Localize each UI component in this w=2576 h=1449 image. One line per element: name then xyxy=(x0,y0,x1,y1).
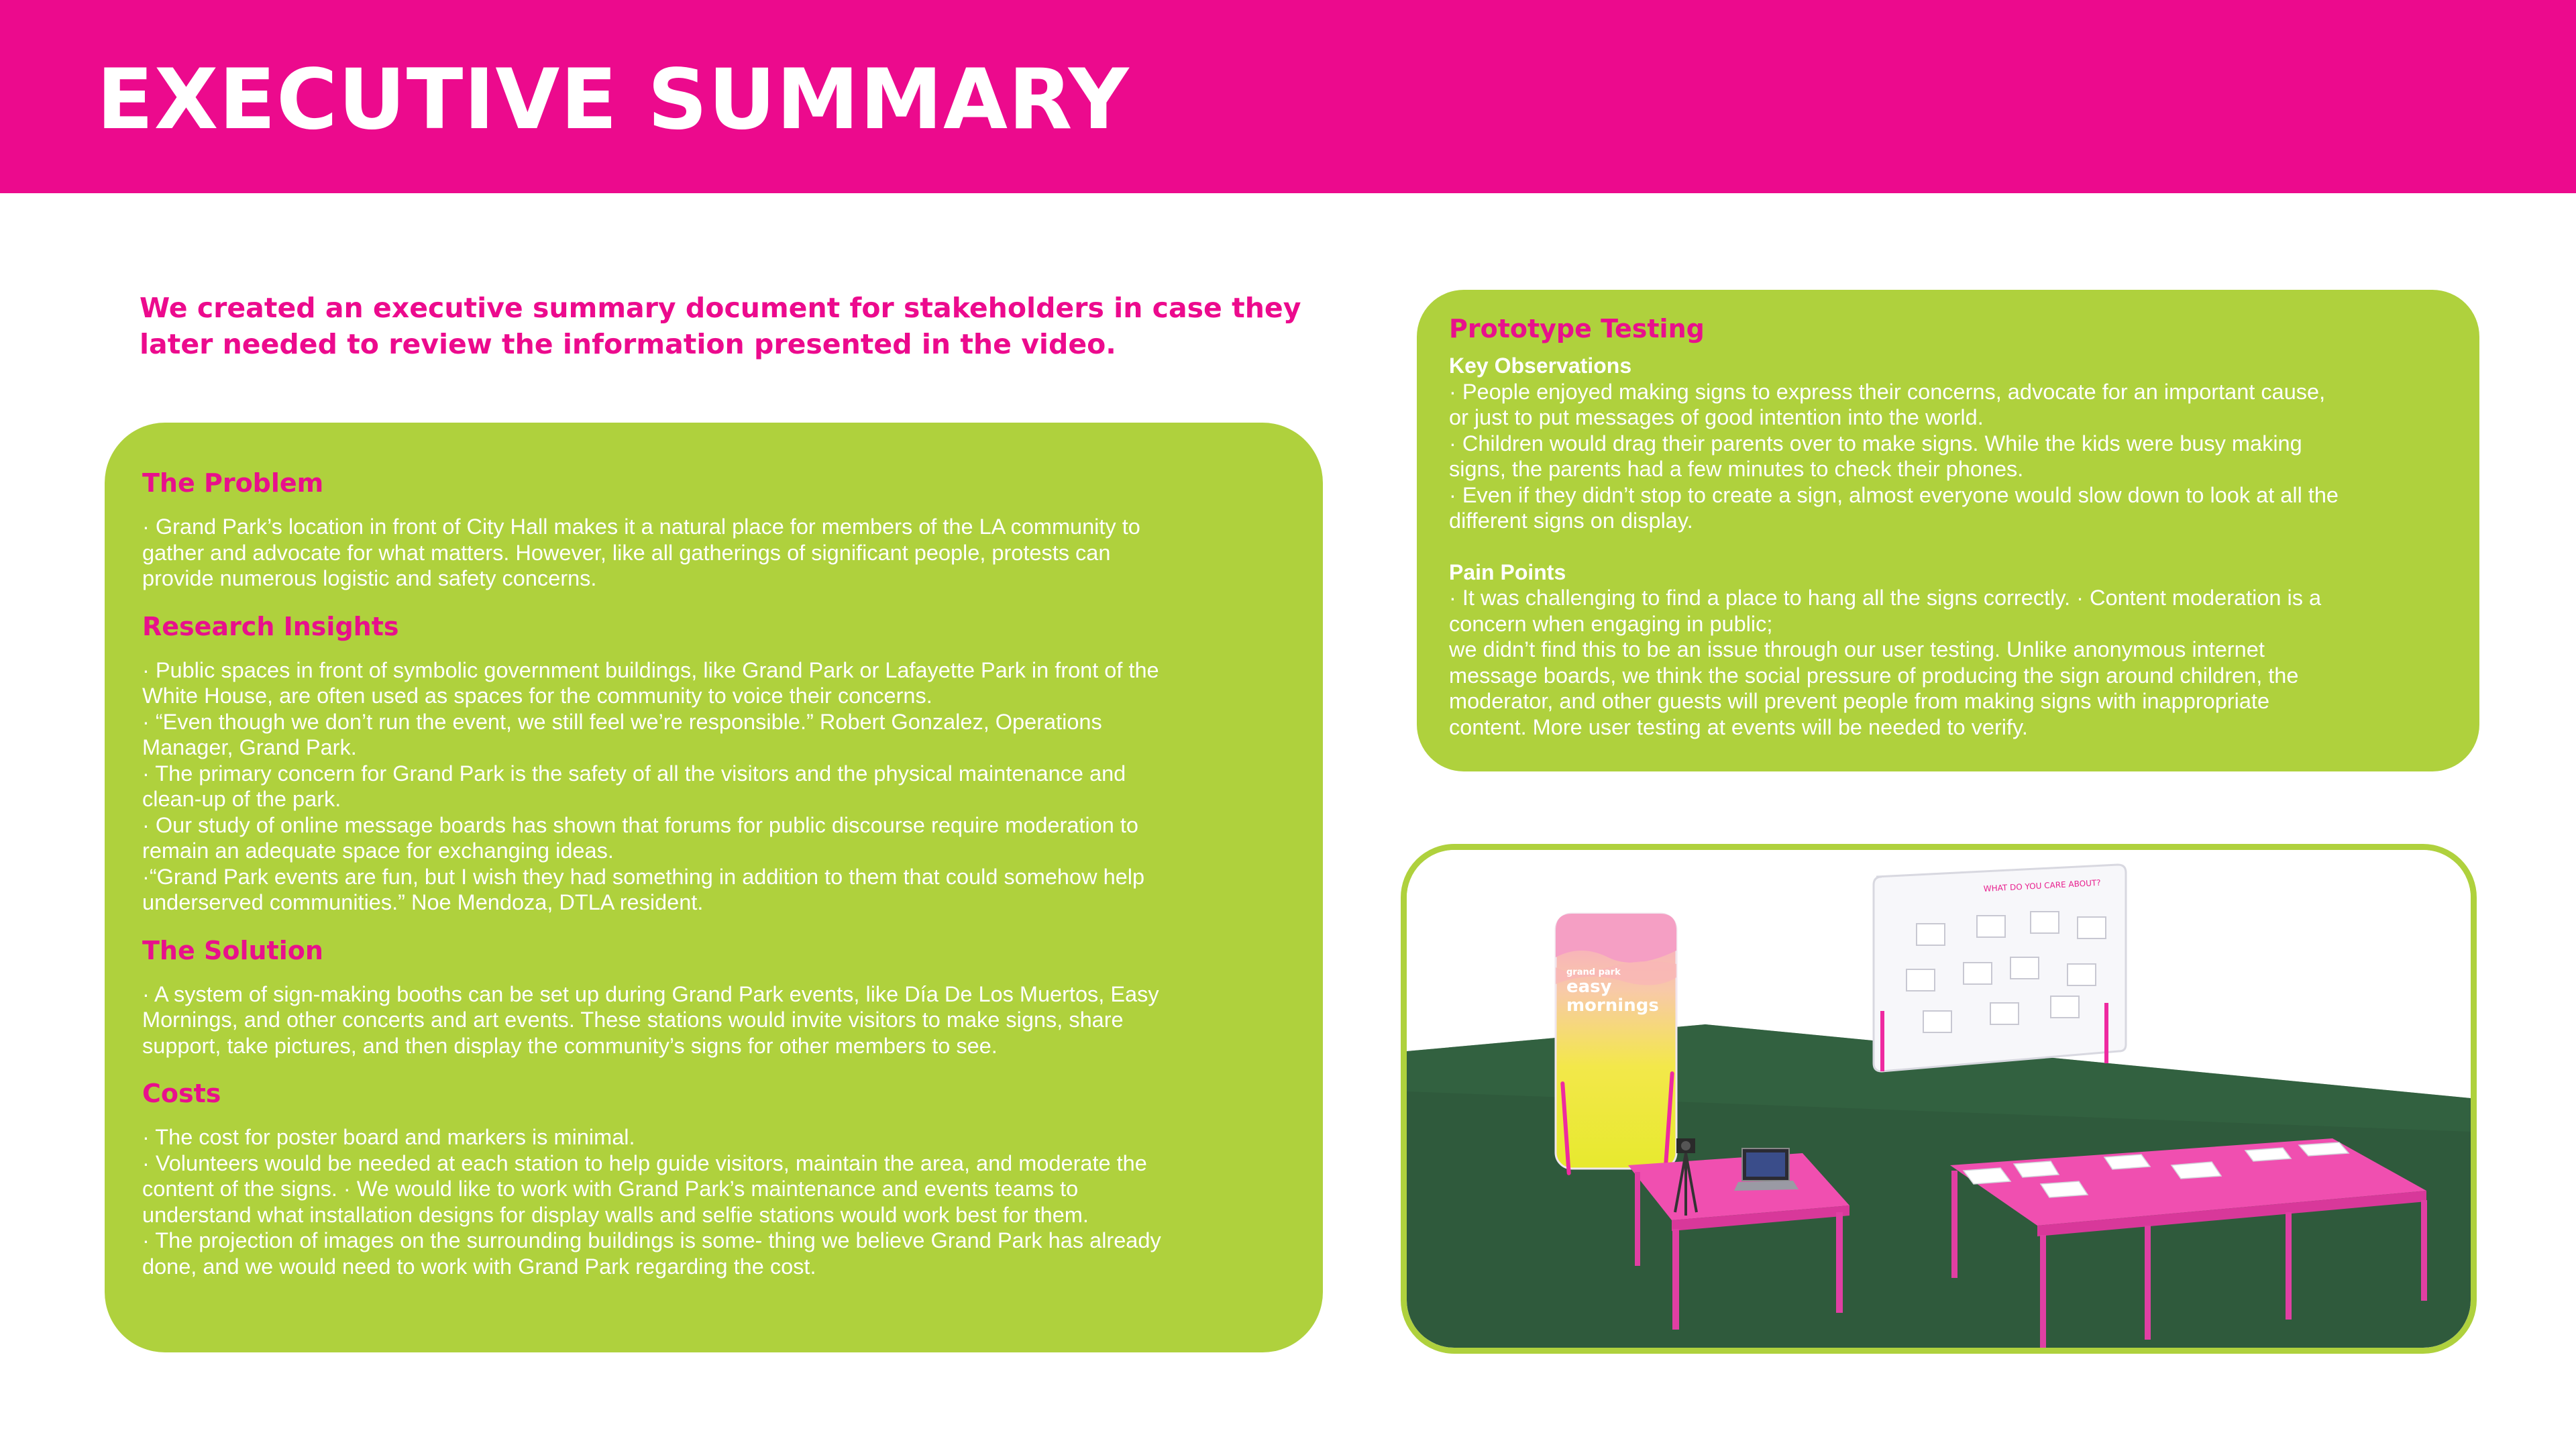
observation-line: · Even if they didn’t stop to create a sign, almost everyone would slow down to look at all the xyxy=(1449,482,2339,507)
observation-line: · People enjoyed making signs to express their concerns, advocate for an important cause, xyxy=(1449,379,2326,404)
research-line: · “Even though we don’t run the event, we still feel we’re responsible.” Robert Gonzalez, Operations xyxy=(142,709,1102,734)
prototype-title: Prototype Testing xyxy=(1449,314,1705,343)
intro-line: later needed to review the information presented in the video. xyxy=(140,328,1116,360)
problem-line: gather and advocate for what matters. However, like all gatherings of significant people, protests can xyxy=(142,540,1111,565)
problem-title: The Problem xyxy=(142,468,324,498)
header-band xyxy=(0,0,2576,193)
pain-points-body xyxy=(1449,585,2447,740)
observation-line: · Children would drag their parents over to make signs. While the kids were busy making xyxy=(1449,431,2302,455)
pain-point-line: moderator, and other guests will prevent people from making signs with inappropriate xyxy=(1449,689,2270,713)
problem-body xyxy=(142,514,1285,592)
prototype-render-image xyxy=(1401,844,2477,1354)
observation-line: or just to put messages of good intention into the world. xyxy=(1449,405,1984,429)
problem-line: · Grand Park’s location in front of City Hall makes it a natural place for members of the LA community to xyxy=(142,515,1140,539)
banner-line2: mornings xyxy=(1566,996,1659,1016)
pain-point-line: concern when engaging in public; xyxy=(1449,611,1773,636)
board-heading: WHAT DO YOU CARE ABOUT? xyxy=(1983,877,2101,894)
solution-line: Mornings, and other concerts and art events. These stations would invite visitors to make signs, share xyxy=(142,1008,1124,1032)
problem-line: provide numerous logistic and safety concerns. xyxy=(142,566,597,590)
page-title: EXECUTIVE SUMMARY xyxy=(97,52,1130,148)
pain-point-line: we didn’t find this to be an issue through our user testing. Unlike anonymous internet xyxy=(1449,637,2265,661)
costs-line: content of the signs. · We would like to work with Grand Park’s maintenance and events teams to xyxy=(142,1177,1079,1201)
costs-line: · Volunteers would be needed at each station to help guide visitors, maintain the area, and moderate the xyxy=(142,1150,1147,1175)
sign-display-board xyxy=(1874,865,2126,1071)
research-line: · Public spaces in front of symbolic government buildings, like Grand Park or Lafayette Park in front of the xyxy=(142,657,1159,682)
prototype-render-illustration xyxy=(1407,850,2471,1348)
research-line: clean-up of the park. xyxy=(142,787,341,811)
costs-line: done, and we would need to work with Grand Park regarding the cost. xyxy=(142,1254,816,1279)
costs-line: understand what installation designs for display walls and selfie stations would work best for them. xyxy=(142,1202,1089,1227)
pain-points-title: Pain Points xyxy=(1449,559,1566,584)
research-line: White House, are often used as spaces for the community to voice their concerns. xyxy=(142,684,932,708)
solution-line: · A system of sign-making booths can be set up during Grand Park events, like Día De Los Muertos, Easy xyxy=(142,981,1159,1006)
research-line: · Our study of online message boards has shown that forums for public discourse require moderation to xyxy=(142,812,1138,837)
pain-point-line: · It was challenging to find a place to hang all the signs correctly. · Content moderation is a xyxy=(1449,586,2322,610)
banner-line1: easy xyxy=(1566,977,1612,997)
pain-point-line: content. More user testing at events will be needed to verify. xyxy=(1449,714,2028,739)
research-line: underserved communities.” Noe Mendoza, DTLA resident. xyxy=(142,890,704,914)
board-leg-right xyxy=(2104,1003,2108,1063)
costs-body xyxy=(142,1124,1285,1279)
key-observations-body xyxy=(1449,379,2447,534)
research-line: ·“Grand Park events are fun, but I wish they had something in addition to them that could somehow help xyxy=(142,864,1145,889)
intro-text xyxy=(140,290,1360,362)
costs-title: Costs xyxy=(142,1079,221,1108)
costs-line: · The projection of images on the surrounding buildings is some- thing we believe Grand Park has already xyxy=(142,1228,1161,1252)
research-title: Research Insights xyxy=(142,611,399,641)
board-leg-left xyxy=(1880,1011,1884,1071)
prototype-card xyxy=(1417,290,2479,771)
solution-body xyxy=(142,981,1285,1059)
costs-line: · The cost for poster board and markers is minimal. xyxy=(142,1125,635,1149)
research-line: Manager, Grand Park. xyxy=(142,735,357,759)
intro-line: We created an executive summary document for stakeholders in case they xyxy=(140,292,1301,324)
spacer xyxy=(1449,534,2447,559)
easy-mornings-banner xyxy=(1556,914,1676,1175)
observation-line: different signs on display. xyxy=(1449,508,1693,533)
solution-title: The Solution xyxy=(142,935,323,965)
banner-top-label: grand park xyxy=(1566,967,1621,977)
research-body xyxy=(142,657,1285,916)
research-line: · The primary concern for Grand Park is the safety of all the visitors and the physical maintenance and xyxy=(142,761,1126,786)
solution-line: support, take pictures, and then display the community’s signs for other members to see. xyxy=(142,1033,998,1058)
summary-card xyxy=(105,423,1323,1352)
pain-point-line: message boards, we think the social pressure of producing the sign around children, the xyxy=(1449,663,2299,688)
research-line: remain an adequate space for exchanging ideas. xyxy=(142,839,614,863)
key-observations-title: Key Observations xyxy=(1449,354,1632,378)
observation-line: signs, the parents had a few minutes to check their phones. xyxy=(1449,457,2024,481)
